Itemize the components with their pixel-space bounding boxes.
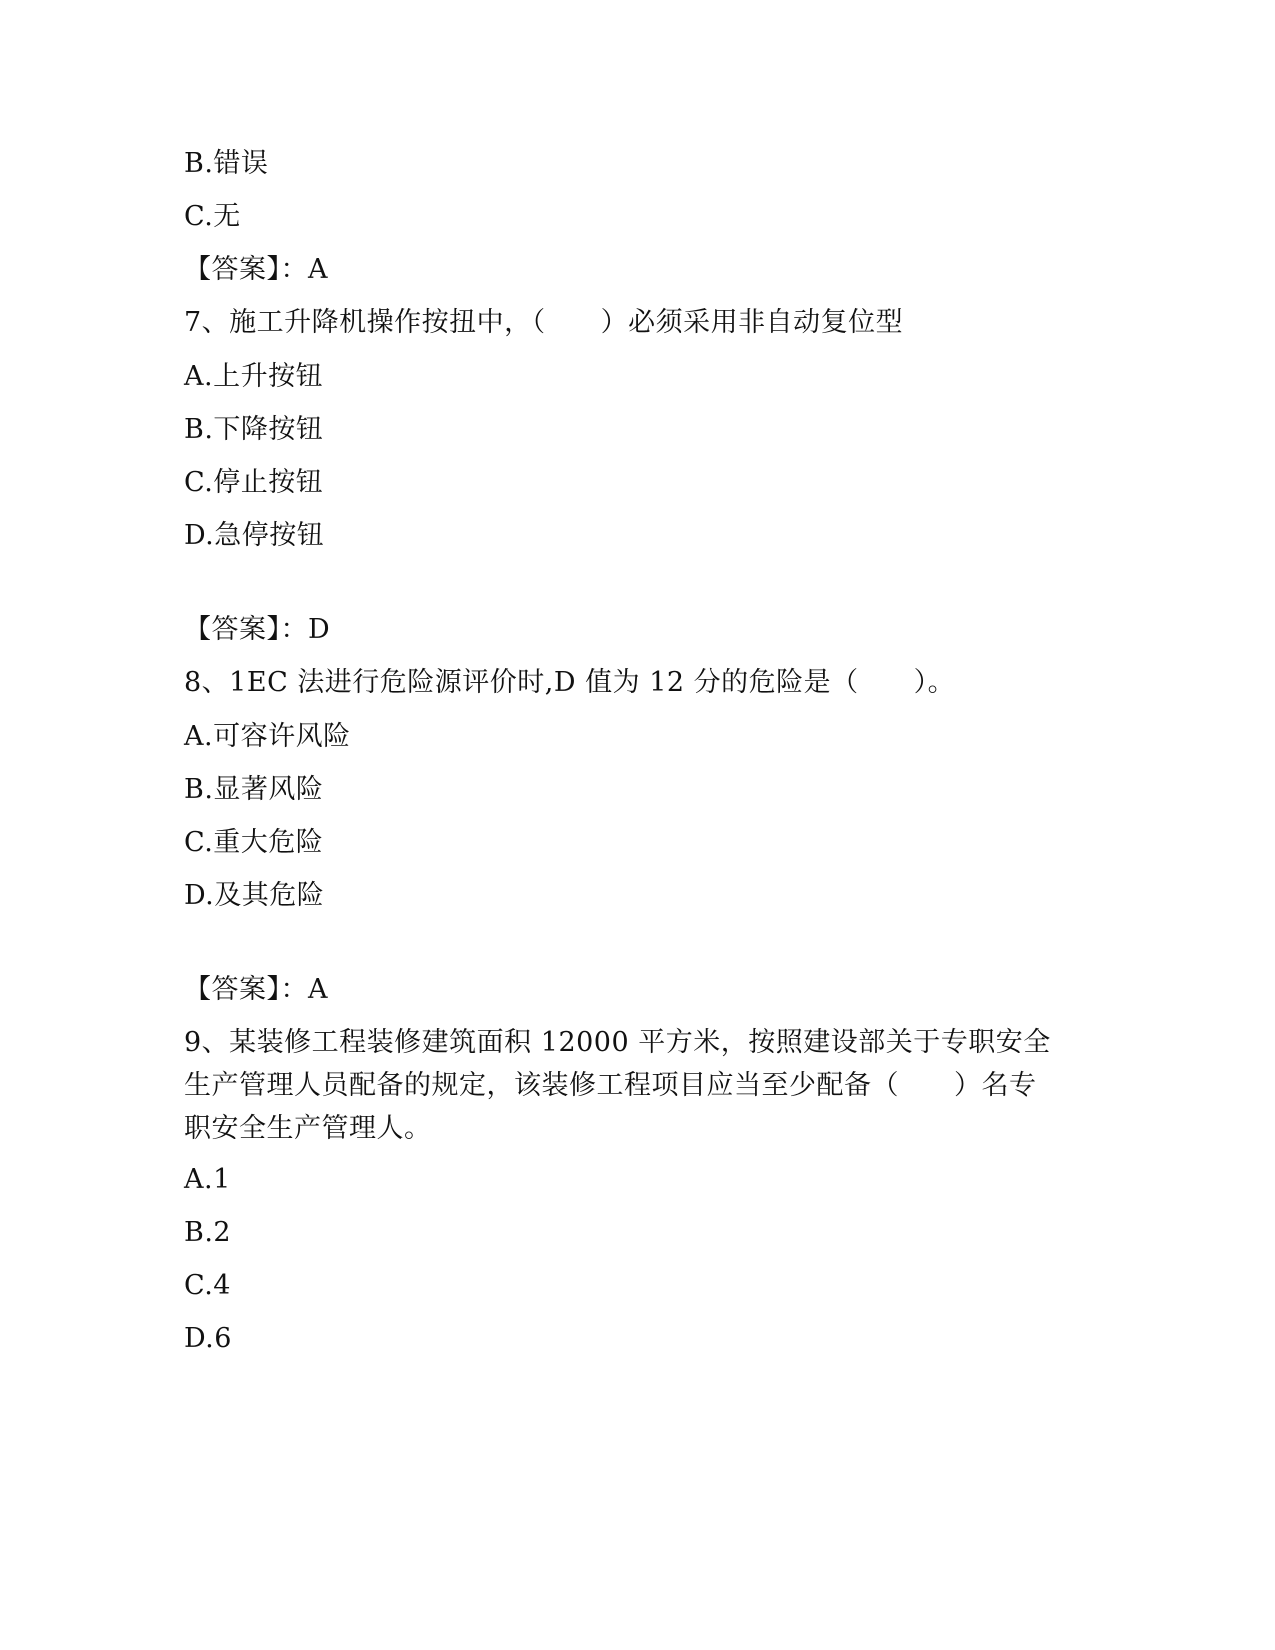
q8-answer: 【答案】：A [184,974,328,1005]
q9-stem-line-1: 9、某装修工程装修建筑面积 12000 平方米，按照建设部关于专职安全 [184,1027,1051,1058]
q9-option-a: A.1 [184,1164,231,1195]
q9-stem-line-3: 职安全生产管理人。 [184,1113,432,1144]
q7-option-a: A.上升按钮 [184,361,324,392]
q8-option-d: D.及其危险 [184,880,325,911]
q8-option-a: A.可容许风险 [184,721,351,752]
q7-answer: 【答案】：D [184,614,331,645]
q8-option-c: C.重大危险 [184,827,324,858]
prev-answer: 【答案】：A [184,254,328,285]
prev-option-c: C.无 [184,201,241,232]
q9-stem-line-2: 生产管理人员配备的规定，该装修工程项目应当至少配备（ ）名专 [184,1070,1037,1101]
q9-option-b: B.2 [184,1217,232,1248]
q7-option-c: C.停止按钮 [184,467,324,498]
prev-option-b: B.错误 [184,148,269,179]
q9-option-d: D.6 [184,1323,232,1354]
q7-option-b: B.下降按钮 [184,414,324,445]
q8-option-b: B.显著风险 [184,774,324,805]
q7-stem: 7、施工升降机操作按扭中，（ ）必须采用非自动复位型 [184,307,904,338]
q8-stem: 8、1EC 法进行危险源评价时,D 值为 12 分的危险是（ ）。 [184,667,956,698]
q9-option-c: C.4 [184,1270,231,1301]
q7-option-d: D.急停按钮 [184,520,325,551]
